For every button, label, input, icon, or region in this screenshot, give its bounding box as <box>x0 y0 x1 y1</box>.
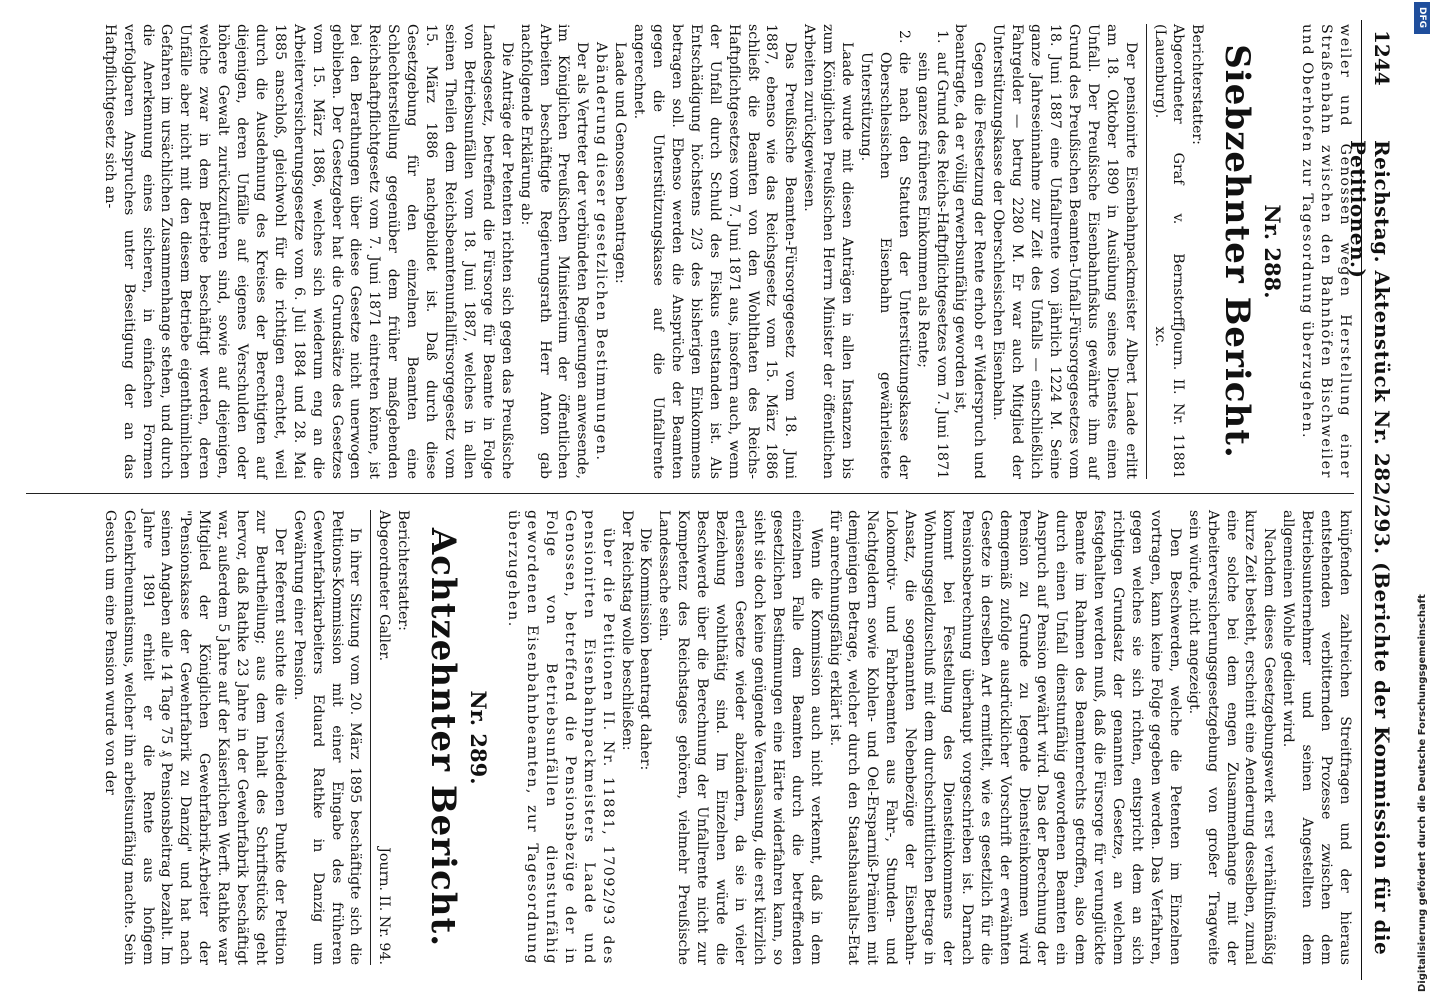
running-head <box>1346 20 1402 980</box>
paragraph: Nachdem dieses Gesetzgebungswerk erst verhältnißmäßig kurze Zeit besteht, erscheint eine Aenderung desselben, zumal eine solche bei dem engen Zusammenhange mit der Arbeiterversicherungsgesetzgebung von großer Tragweite sein würde, nicht angezeigt. <box>1185 510 1278 965</box>
report-288-number: Nr. 288. <box>1260 204 1286 299</box>
intro-paragraph: weiler und Genossen wegen Herstellung einer Straßenbahn zwischen den Bahnhöfen Bischweiler und Oberhofen zur Tagesordnung überzugehen. <box>1299 24 1353 479</box>
paragraph: Abänderung dieser gesetzlichen Bestimmungen. <box>593 42 610 462</box>
paragraph: Der Referent suchte die verschiedenen Punkte der Petition zur Beurtheilung; aus dem Inhalt des Schriftstücks geht hervor, daß Rathke 23 Jahre in der Gewehrfabrik beschäftigt war, außerdem 5 Jahre auf der Kaiserlichen Werft. Rathke war Mitglied der Königlichen Gewehrfabrik-Arbeiter der "Pensionskasse der Gewehrfabrik zu Danzig" und hat nach seinen Angaben alle 14 Tage 75 ₰ Pensionsbeitrag bezahlt. Im Jahre 1891 erhielt er die Rente aus hofigem Gelenkrheumatismus, welcher ihn arbeitsunfähig machte. Sein Gesuch um eine Pension wurde von der <box>101 510 288 965</box>
motion-text: über die Petitionen II. Nr. 11881, 17092/93 des pensionirten Eisenbahnpackmeisters Laade und Genossen, betreffend die Pensionsbezüge der in Folge von Betriebsunfällen dienstunfähig gewordenen Eisenbahnbeamten, zur Tagesordnung überzugehen. <box>505 510 616 965</box>
paragraph: knüpfenden zahlreichen Streitfragen und der hieraus entstehenden verbitternden Prozesse zwischen dem Betriebsunternehmer und seinen Angestellten dem allgemeinen Wohle gedient wird. <box>1280 510 1353 965</box>
paragraph: Laade und Genossen beantragen: <box>612 42 629 284</box>
paragraph: Den Beschwerden, welche die Petenten im Einzelnen vortragen, kann keine Folge gegeben werden. Das Verfahren, gegen welches sie sich richten, entspricht dem an sich richtigen Grundsatz der genannten Gesetze, an welchem festgehalten werden muß, daß die Fürsorge für verunglückte Beamte im Rahmen des Beamtenrechts getroffen, also dem durch einen Unfall dienstunfähig gewordenen Beamten ein Anspruch auf Pension gewährt wird. Das der Berechnung der Pension zu Grunde zu legende Diensteinkommen wird demgemäß zufolge ausdrücklicher Vorschrift der erwähnten Gesetze in derselben Art ermittelt, wie es gesetzlich für die Pensionsberechnung überhaupt vorgeschrieben ist. Darnach kommt bei Feststellung des Diensteinkommens der Wohnungsgeldzuschuß mit dem durchschnittlichen Betrage in Ansatz, die sogenannten Nebenbezüge der Eisenbahn-Lokomotiv- und Fahrbeamten aus Fahr-, Stunden- und Nachtgeldern sowie Kohlen- und Oel-Ersparniß-Prämien mit demjenigen Betrage, welcher durch den Staatshaushalts-Etat für anrechnungsfähig erklärt ist. <box>826 510 1183 965</box>
list-item: 1. auf Grund des Reichs-Haftpflichtgesetzes vom 7. Juni 1871 sein ganzes früheres Einkommen als Rente; <box>914 30 950 479</box>
motion-intro: Die Kommission beantragt daher: <box>637 528 654 771</box>
paragraph: Laade wurde mit diesen Anträgen in allen Instanzen bis zum Königlichen Preußischen Herrn Minister der öffentlichen Arbeiten zurückgewiesen. <box>801 24 856 479</box>
report-289-number: Nr. 289. <box>466 690 492 785</box>
paragraph: In ihrer Sitzung vom 20. März 1895 beschäftigte sich die Petitions-Kommission mit einer Eingabe des früheren Gewehrfabrikarbeiters Eduard Rathke in Danzig um Gewährung einer Pension. <box>290 510 364 965</box>
paragraph: Der als Vertreter der verbündeten Regierungen anwesende, im Königlichen Preußischen Ministerium der öffentlichen Arbeiten beschäftigte Regierungsrath Herr Anton gab nachfolgende Erklärung ab: <box>517 24 591 479</box>
berichterstatter-line <box>1146 24 1188 479</box>
running-head-title: Reichstag. Aktenstück Nr. 282/293. (Berichte der Kommission für die Petitionen.) <box>1346 140 1394 956</box>
paragraph: Das Preußische Beamten-Fürsorgegesetz vom 18. Juni 1887, ebenso wie das Reichsgesetz vom 15. März 1886 schließt die Beamten von den Wohlthaten des Reichs-Haftpflichtgesetzes vom 7. Juni 1871 aus, insofern auch, wenn der Unfall durch Schuld des Fiskus entstanden ist. Als Entschädigung höchstens 2/3 des bisherigen Einkommens betragen soll. Ebenso werden die Ansprüche der Beamten gegen die Unterstützungskasse auf die Unfallrente angerechnet. <box>631 24 799 479</box>
berichterstatter-line <box>371 510 394 965</box>
report-288-title: Siebzehnter Bericht. <box>1217 44 1258 459</box>
paragraph: Wenn die Kommission auch nicht verkennt, daß in dem einzelnen Falle dem Beamten durch die betreffenden gesetzlichen Bestimmungen eine Härte widerfahren kann, so sieht sie doch keine genügende Veranlassung, die erst kürzlich erlassenen Gesetze wieder abzuändern, da sie in vieler Beziehung wohlthätig sind. Im Einzelnen würde die Beschwerde über die Berechnung der Unfallrente nicht zur Kompetenz des Reichstages gehören, vielmehr Preußische Landessache sein. <box>656 510 824 965</box>
list-item: 2. die nach den Statuten der Unterstützungskasse der Oberschlesischen Eisenbahn gewährleistete Unterstützung. <box>857 30 912 479</box>
berichterstatter-label: Berichterstatter: <box>1189 24 1206 145</box>
left-column <box>22 24 1354 479</box>
motion-line: Der Reichstag wolle beschließen: <box>618 510 635 751</box>
berichterstatter-name: Abgeordneter Graf v. Bernstorff (Lauenburg). <box>1151 24 1187 327</box>
paragraph: Der pensionirte Eisenbahnpackmeister Albert Laade erlitt am 18. Oktober 1890 in Ausübung seines Dienstes einen Unfall. Der Preußische Eisenbahnfiskus gewährte ihm auf Grund des Preußischen Beamten-Unfall-Fürsorgegesetzes vom 18. Juni 1887 eine Unfallrente von jährlich 1224 M. Seine ganze Jahreseinnahme zur Zeit des Unfalls — einschließlich Fahrgelder — betrug 2280 M. Er war auch Mitglied der Unterstützungskasse der Oberschlesischen Eisenbahn. <box>990 24 1139 479</box>
berichterstatter-label: Berichterstatter: <box>395 510 412 631</box>
dfg-credit-text: Digitalisierung gefördert durch die Deutsche Forschungsgemeinschaft <box>1417 594 1428 992</box>
journal-number: Journ. II. Nr. 11881 xc. <box>1151 326 1187 479</box>
paragraph: Die Anträge der Petenten richten sich gegen das Preußische Landesgesetz, betreffend die Fürsorge für Beamte in Folge von Betriebsunfällen vom 18. Juni 1887, welches in allen seinen Theilen dem Reichsbeamtenunfallfürsorgegesetz vom 15. März 1886 nachgebildet ist. Daß durch diese Gesetzgebung für den einzelnen Beamten eine Schlechterstellung gegenüber dem früher maßgebenden Reichshaftpflichtgesetz vom 7. Juni 1871 eintreten könne, ist bei den Berathungen über diese Gesetze nicht unerwogen geblieben. Der Gesetzgeber hat die Grundsätze des Gesetzes vom 15. März 1886, welches sich wiederum eng an die Arbeiterversicherungsgesetze vom 6. Juli 1884 und 28. Mai 1885 anschloß, gleichwohl für die richtigen erachtet, weil durch die Ausdehnung des Kreises der Berechtigten auf diejenigen, deren Unfälle auf eigenes Verschulden oder höhere Gewalt zurückzuführen sind, sowie auf diejenigen, welche zwar in dem Betriebe beschäftigt werden, deren Unfälle aber nicht mit den diesem Betriebe eigenthümlichen Gefahren im ursächlichen Zusammenhange stehen, und durch die Anerkennung eines sicheren, in einfachen Formen verfolgbaren Anspruches unter Beseitigung der an das Haftpflichtgesetz sich an- <box>101 24 515 479</box>
column-divider <box>26 493 1354 494</box>
berichterstatter-name: Abgeordneter Galler. <box>376 510 393 662</box>
paragraph: Gegen die Festsetzung der Rente erhob er Widerspruch und beantragte, da er völlig erwerbsunfähig geworden ist, <box>952 24 988 479</box>
report-289-title: Achtzehnter Bericht. <box>423 527 464 948</box>
right-column <box>22 510 1354 965</box>
journal-number: Journ. II. Nr. 94. <box>376 847 393 965</box>
dfg-logo: DFG <box>1414 2 1430 34</box>
page-number: 1244 <box>1370 30 1394 86</box>
rotated-document-page <box>12 0 1412 990</box>
